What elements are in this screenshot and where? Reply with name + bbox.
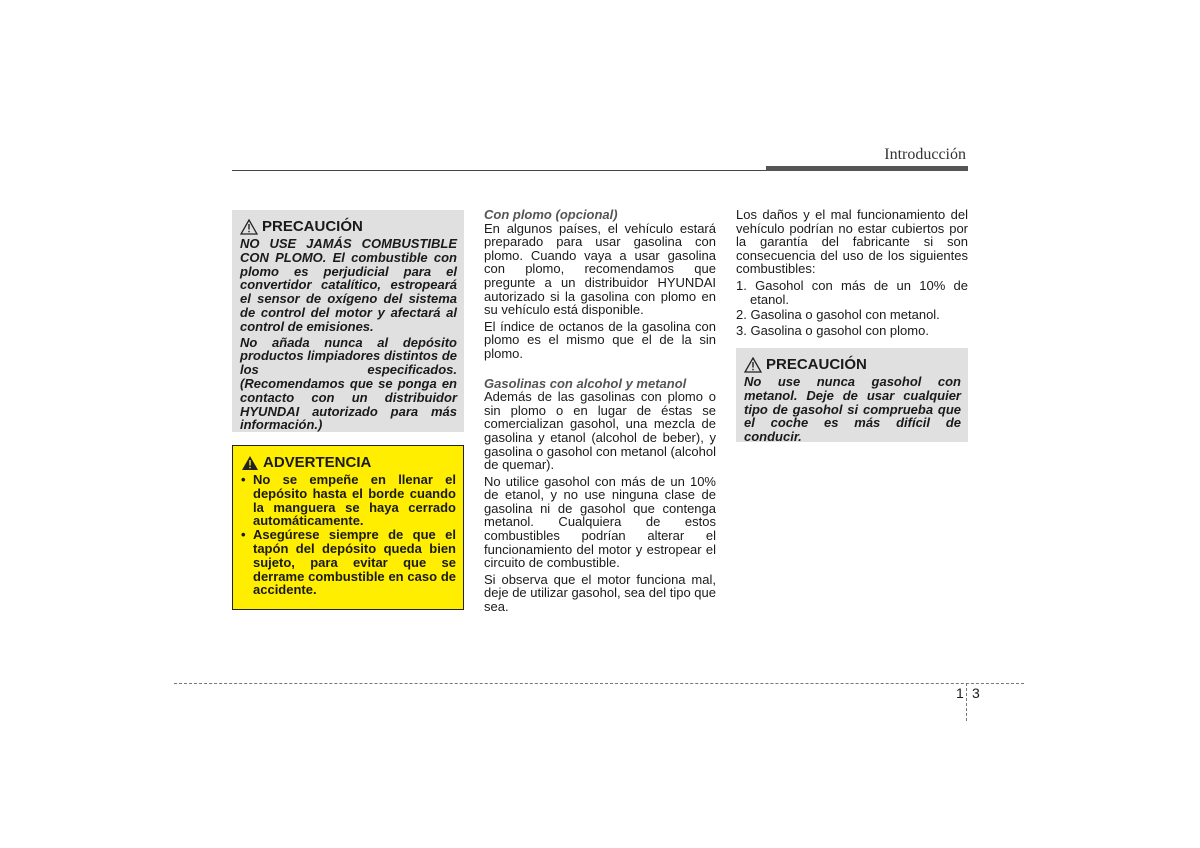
list-item: 2. Gasolina o gasohol con metanol. [736,307,940,323]
warning-list [241,473,456,597]
warning-triangle-icon [241,455,259,471]
paragraph: El índice de octanos de la gasolina con plomo es el mismo que el de la sin plomo. [484,318,716,361]
warning-title [241,454,456,471]
caution-title-text: PRECAUCIÓN [766,356,867,373]
paragraph: Los daños y el mal funcionamiento del vehículo podrían no estar cubiertos por la garantía del fabricante si son consecuencia del uso de los siguientes combustibles: [736,207,968,277]
footer-vertical-rule [966,683,967,721]
column-right [736,208,968,339]
caution-triangle-icon [744,357,762,373]
section-heading-leaded: Con plomo (opcional) [484,207,618,222]
list-item: 1. Gasohol con más de un 10% de etanol. [736,277,968,307]
warning-box [232,445,464,610]
warning-title-text: ADVERTENCIA [263,454,372,471]
warning-item: • No se empeñe en llenar el depósito hasta el borde cuando la manguera se haya cerrado automáticamente. [241,473,456,528]
caution-text-1: NO USE JAMÁS COMBUSTIBLE CON PLOMO. El combustible con plomo es perjudicial para el convertidor catalítico, estropeará el sensor de oxígeno del sistema de control del motor y afectará al control de emisiones. [240,236,457,334]
caution-box-right [736,348,968,445]
warning-item: • Asegúrese siempre de que el tapón del depósito queda bien sujeto, para evitar que se derrame combustible en caso de accidente. [241,528,456,597]
paragraph: En algunos países, el vehículo estará preparado para usar gasolina con plomo. Cuando vaya a usar gasolina con plomo, recomendamos que pregunte a un distribuidor HYUNDAI autorizado si la gasolina con plomo en su vehículo está disponible. [484,220,716,318]
caution-title [240,218,457,235]
page-number: 3 [972,685,980,701]
list-item: 3. Gasolina o gasohol con plomo. [736,322,929,338]
paragraph: Además de las gasolinas con plomo o sin plomo o en lugar de éstas se comercializan gasohol, una mezcla de gasolina y etanol (alcohol de beber), y gasolina o gasohol con metanol (alcohol de quemar). [484,389,716,473]
chapter-number: 1 [956,685,964,701]
caution-title [744,356,961,373]
page-header-title: Introducción [884,146,966,163]
column-middle [484,208,716,614]
caution-triangle-icon [240,219,258,235]
caution-text: No use nunca gasohol con metanol. Deje de usar cualquier tipo de gasohol si comprueba que el coche es más difícil de conducir. [744,374,961,445]
caution-title-text: PRECAUCIÓN [262,218,363,235]
paragraph: No utilice gasohol con más de un 10% de etanol, y no use ninguna clase de gasolina ni de gasohol que contenga metanol. Cualquiera de estos combustibles podrían alterar el funcionamiento del motor y estropear el circuito de combustible. [484,473,716,571]
header-bar [766,166,968,171]
caution-text-2: No añada nunca al depósito productos limpiadores distintos de los especificados. (Recomendamos que se ponga en contacto con un distribuidor HYUNDAI autorizado para más información.) [240,334,457,433]
footer-dashed-rule [174,683,1024,684]
fuel-list [736,279,968,337]
paragraph: Si observa que el motor funciona mal, deje de utilizar gasohol, sea del tipo que sea. [484,571,716,615]
section-heading-alcohol: Gasolinas con alcohol y metanol [484,375,687,391]
caution-box-left [232,210,464,432]
